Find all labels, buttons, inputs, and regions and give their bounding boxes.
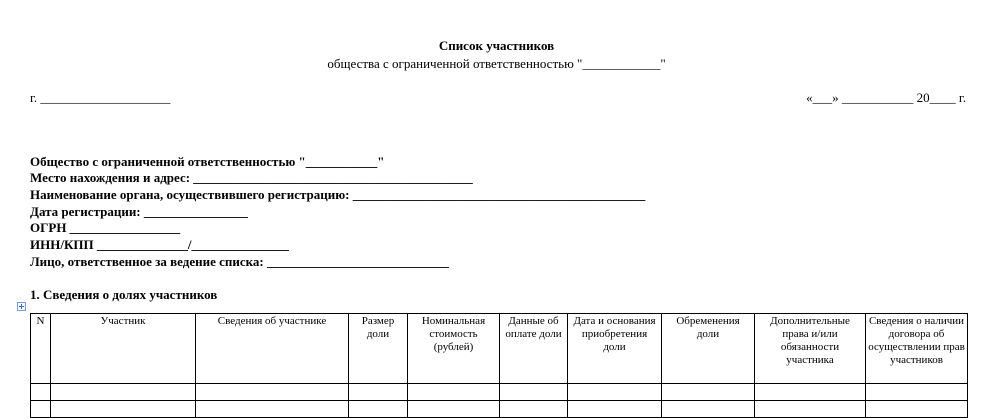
document-subtitle: общества с ограниченной ответственностью "____________" <box>327 56 666 71</box>
table-header-row <box>31 314 968 384</box>
table-cell[interactable] <box>51 384 196 401</box>
table-cell[interactable] <box>408 384 500 401</box>
table-move-handle-icon[interactable] <box>17 302 26 311</box>
table-cell[interactable] <box>866 401 968 418</box>
table-cell[interactable] <box>31 401 51 418</box>
col-header-acquisition: Дата и основания приобретения доли <box>568 314 662 384</box>
table-cell[interactable] <box>196 401 349 418</box>
date-field: «___» ___________ 20____ г. <box>806 90 966 105</box>
col-header-additional-rights: Дополнительные права и/или обязанности участника <box>755 314 866 384</box>
document-title: Список участников <box>438 38 555 53</box>
registration-date-field: Дата регистрации: ________________ <box>30 204 248 219</box>
address-field: Место нахождения и адрес: ___________________________________________ <box>30 170 473 185</box>
inn-kpp-field: ИНН/КПП ______________/_______________ <box>30 237 289 252</box>
company-name-field: Общество с ограниченной ответственностью "___________" <box>30 154 385 169</box>
table-cell[interactable] <box>500 401 568 418</box>
table-cell[interactable] <box>196 384 349 401</box>
registration-authority-field: Наименование органа, осуществившего регистрацию: _____________________________________________ <box>30 187 646 202</box>
table-cell[interactable] <box>866 384 968 401</box>
col-header-encumbrances: Обременения доли <box>662 314 755 384</box>
table-row <box>31 384 968 401</box>
city-field: г. ____________________ <box>30 90 171 105</box>
table-row <box>31 401 968 418</box>
col-header-share-size: Размер доли <box>349 314 408 384</box>
table-cell[interactable] <box>31 384 51 401</box>
table-cell[interactable] <box>662 401 755 418</box>
table-cell[interactable] <box>349 384 408 401</box>
table-cell[interactable] <box>755 384 866 401</box>
table-cell[interactable] <box>349 401 408 418</box>
col-header-payment-info: Данные об оплате доли <box>500 314 568 384</box>
table-cell[interactable] <box>500 384 568 401</box>
table-cell[interactable] <box>568 384 662 401</box>
table-cell[interactable] <box>51 401 196 418</box>
col-header-participant: Участник <box>51 314 196 384</box>
table-cell[interactable] <box>662 384 755 401</box>
ogrn-field: ОГРН _________________ <box>30 220 181 235</box>
table-cell[interactable] <box>755 401 866 418</box>
participants-table <box>30 313 968 418</box>
col-header-participant-info: Сведения об участнике <box>196 314 349 384</box>
col-header-nominal-value: Номинальная стоимость (рублей) <box>408 314 500 384</box>
responsible-person-field: Лицо, ответственное за ведение списка: ____________________________ <box>30 254 449 269</box>
table-cell[interactable] <box>568 401 662 418</box>
section-title: 1. Сведения о долях участников <box>30 287 218 302</box>
col-header-agreement-info: Сведения о наличии договора об осуществлении прав участников <box>866 314 968 384</box>
table-cell[interactable] <box>408 401 500 418</box>
col-header-number: N <box>31 314 51 384</box>
